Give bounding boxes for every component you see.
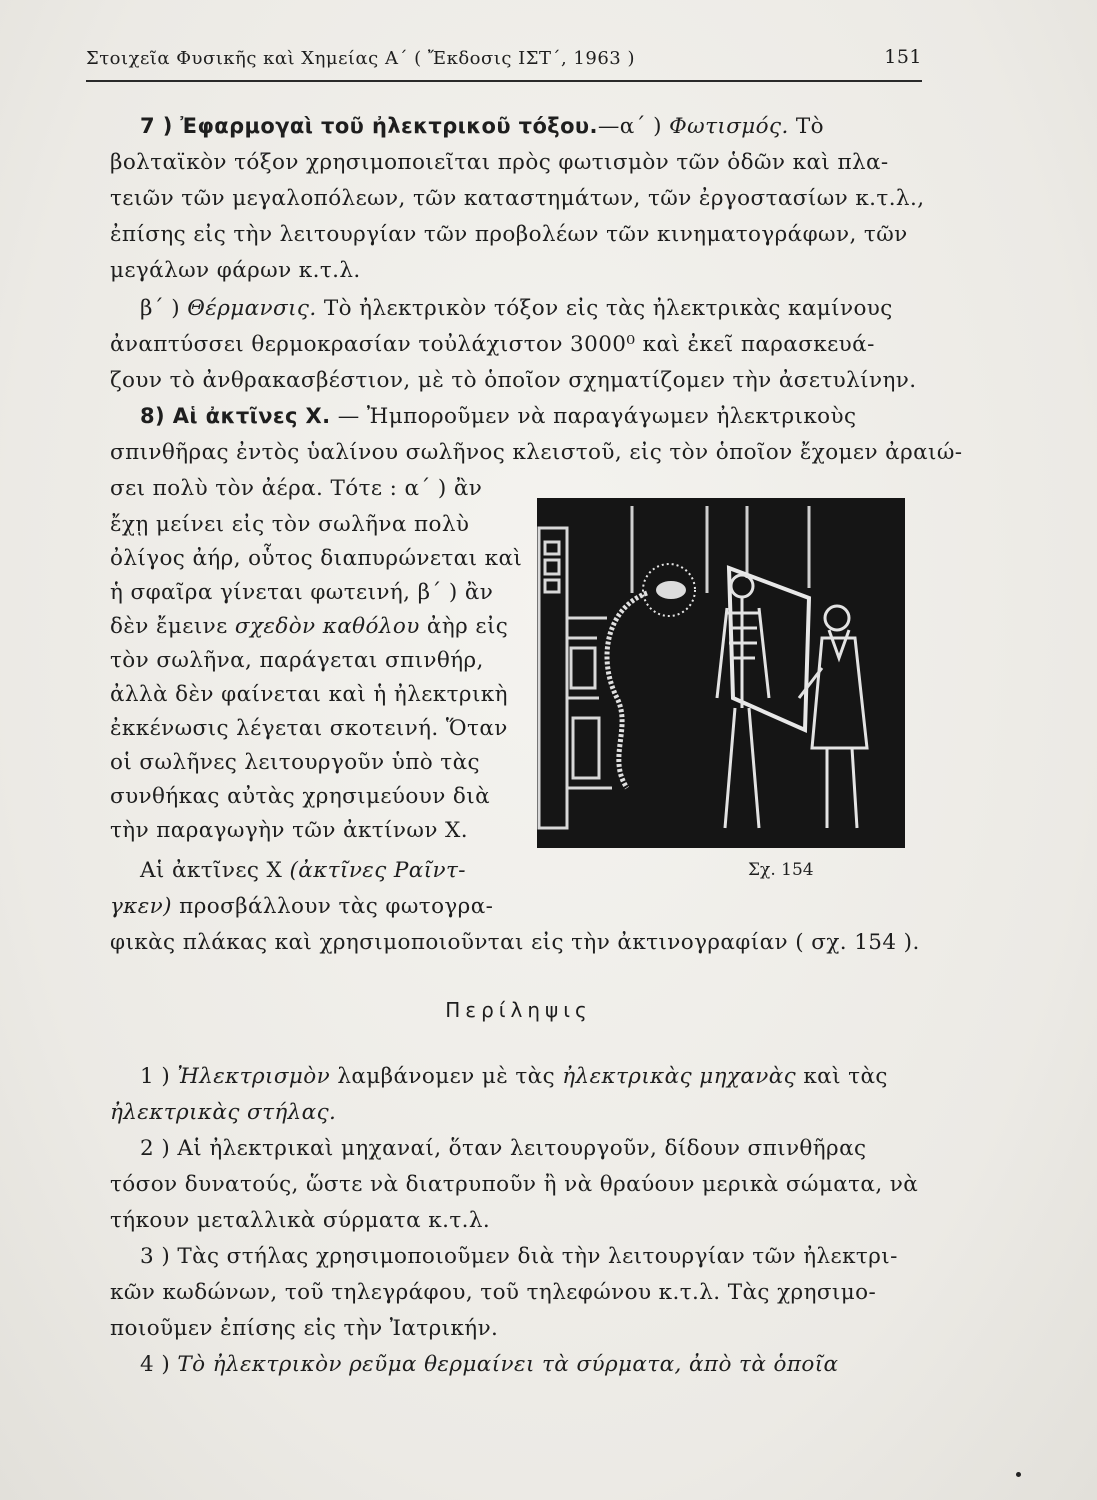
text-line: ἡ σφαῖρα γίνεται φωτεινή, β´ ) ἂν [110, 580, 494, 605]
text-span: 1 ) [140, 1064, 178, 1089]
figure-154-xray-illustration [537, 498, 905, 848]
text-line: φικὰς πλάκας καὶ χρησιμοποιοῦνται εἰς τὴν ἀκτινογραφίαν ( σχ. 154 ). [110, 930, 920, 955]
running-header [86, 46, 922, 76]
stray-mark [1016, 1472, 1021, 1477]
text-line: μεγάλων φάρων κ.τ.λ. [110, 258, 361, 283]
text-span: 4 ) [140, 1352, 178, 1377]
header-rule [86, 80, 922, 82]
text-line: τὸν σωλῆνα, παράγεται σπινθήρ, [110, 648, 484, 673]
text-line: ἐκκένωσις λέγεται σκοτεινή. Ὅταν [110, 716, 508, 741]
page-number: 151 [884, 46, 922, 68]
text-span-italic: σχεδὸν καθόλου [234, 614, 420, 639]
xray-drawing [537, 498, 905, 848]
text-line: ζουν τὸ ἀνθρακασβέστιον, μὲ τὸ ὁποῖον σχηματίζομεν τὴν ἀσετυλίνην. [110, 368, 917, 393]
text-line: συνθήκας αὐτὰς χρησιμεύουν διὰ [110, 784, 490, 809]
text-line: βολταϊκὸν τόξον χρησιμοποιεῖται πρὸς φωτισμὸν τῶν ὁδῶν καὶ πλα- [110, 150, 889, 175]
summary-title: Περίληψις [445, 998, 592, 1022]
text-line: κῶν κωδώνων, τοῦ τηλεγράφου, τοῦ τηλεφώνου κ.τ.λ. Τὰς χρησιμο- [110, 1280, 877, 1305]
section-7b-label: β´ ) [140, 296, 188, 321]
section-7-first-line [140, 114, 824, 139]
text-line [110, 894, 493, 919]
section-8-first-rest: — Ἠμποροῦμεν νὰ παραγάγωμεν ἠλεκτρικοὺς [337, 404, 857, 429]
summary-item-1 [140, 1064, 888, 1089]
text-line: ἐπίσης εἰς τὴν λειτουργίαν τῶν προβολέων τῶν κινηματογράφων, τῶν [110, 222, 908, 247]
section-7a-label: —α´ ) [597, 114, 670, 139]
text-span: ἀὴρ εἰς [419, 614, 509, 639]
text-span: προσβάλλουν τὰς φωτογρα- [171, 894, 494, 919]
text-line [140, 858, 466, 883]
section-7a-rest: Τὸ [788, 114, 825, 139]
text-line: ὀλίγος ἀήρ, οὗτος διαπυρώνεται καὶ [110, 546, 523, 571]
summary-item-4 [140, 1352, 838, 1377]
section-8-heading: 8) Αἱ ἀκτῖνες Χ. [140, 404, 331, 428]
text-span-italic: ἠλεκτρικὰς μηχανὰς [562, 1064, 797, 1089]
text-line: ἠλεκτρικὰς στήλας. [110, 1100, 337, 1125]
text-span-italic: γκεν) [110, 894, 172, 919]
text-span: Αἱ ἀκτῖνες Χ [140, 858, 290, 883]
text-line: σει πολὺ τὸν ἀέρα. Τότε : α´ ) ἂν [110, 476, 483, 501]
text-span-italic: Τὸ ἠλεκτρικὸν ρεῦμα θερμαίνει τὰ σύρματα, ἀπὸ τὰ ὁποῖα [177, 1352, 839, 1377]
text-line: οἱ σωλῆνες λειτουργοῦν ὑπὸ τὰς [110, 750, 480, 775]
text-line: ἀναπτύσσει θερμοκρασίαν τοὐλάχιστον 3000⁰ καὶ ἐκεῖ παρασκευά- [110, 332, 875, 357]
section-7b-first-line [140, 296, 893, 321]
text-line: τὴν παραγωγὴν τῶν ἀκτίνων Χ. [110, 818, 468, 843]
text-span-italic: Ἠλεκτρισμὸν [177, 1064, 331, 1089]
text-line: ἀλλὰ δὲν φαίνεται καὶ ἡ ἠλεκτρικὴ [110, 682, 508, 707]
text-line: σπινθῆρας ἐντὸς ὑαλίνου σωλῆνος κλειστοῦ, εἰς τὸν ὁποῖον ἔχομεν ἀραιώ- [110, 440, 963, 465]
text-line: τειῶν τῶν μεγαλοπόλεων, τῶν καταστημάτων, τῶν ἐργοστασίων κ.τ.λ., [110, 186, 925, 211]
section-7a-term: Φωτισμός. [669, 114, 789, 139]
figure-caption: Σχ. 154 [748, 860, 814, 880]
section-8-first-line [140, 404, 856, 429]
summary-item-3: 3 ) Τὰς στήλας χρησιμοποιοῦμεν διὰ τὴν λειτουργίαν τῶν ἠλεκτρι- [140, 1244, 898, 1269]
text-span: καὶ τὰς [796, 1064, 888, 1089]
text-span: λαμβάνομεν μὲ τὰς [330, 1064, 563, 1089]
section-7b-rest: Τὸ ἠλεκτρικὸν τόξον εἰς τὰς ἠλεκτρικὰς καμίνους [316, 296, 893, 321]
text-span: δὲν ἔμεινε [110, 614, 235, 639]
running-title: Στοιχεῖα Φυσικῆς καὶ Χημείας Α´ ( Ἔκδοσις ΙΣΤ´, 1963 ) [86, 48, 635, 69]
text-line: τόσον δυνατούς, ὥστε νὰ διατρυποῦν ἢ νὰ θραύουν μερικὰ σώματα, νὰ [110, 1172, 919, 1197]
section-7-heading: 7 ) Ἐφαρμογαὶ τοῦ ἠλεκτρικοῦ τόξου. [140, 114, 598, 138]
text-line: τήκουν μεταλλικὰ σύρματα κ.τ.λ. [110, 1208, 491, 1233]
summary-item-2: 2 ) Αἱ ἠλεκτρικαὶ μηχαναί, ὅταν λειτουργοῦν, δίδουν σπινθῆρας [140, 1136, 867, 1161]
text-line: ποιοῦμεν ἐπίσης εἰς τὴν Ἰατρικήν. [110, 1316, 499, 1341]
text-line: ἔχῃ μείνει εἰς τὸν σωλῆνα πολὺ [110, 512, 470, 537]
text-span-italic: (ἀκτῖνες Ραῖντ- [289, 858, 466, 883]
text-line [110, 614, 508, 639]
section-7b-term: Θέρμανσις. [187, 296, 317, 321]
